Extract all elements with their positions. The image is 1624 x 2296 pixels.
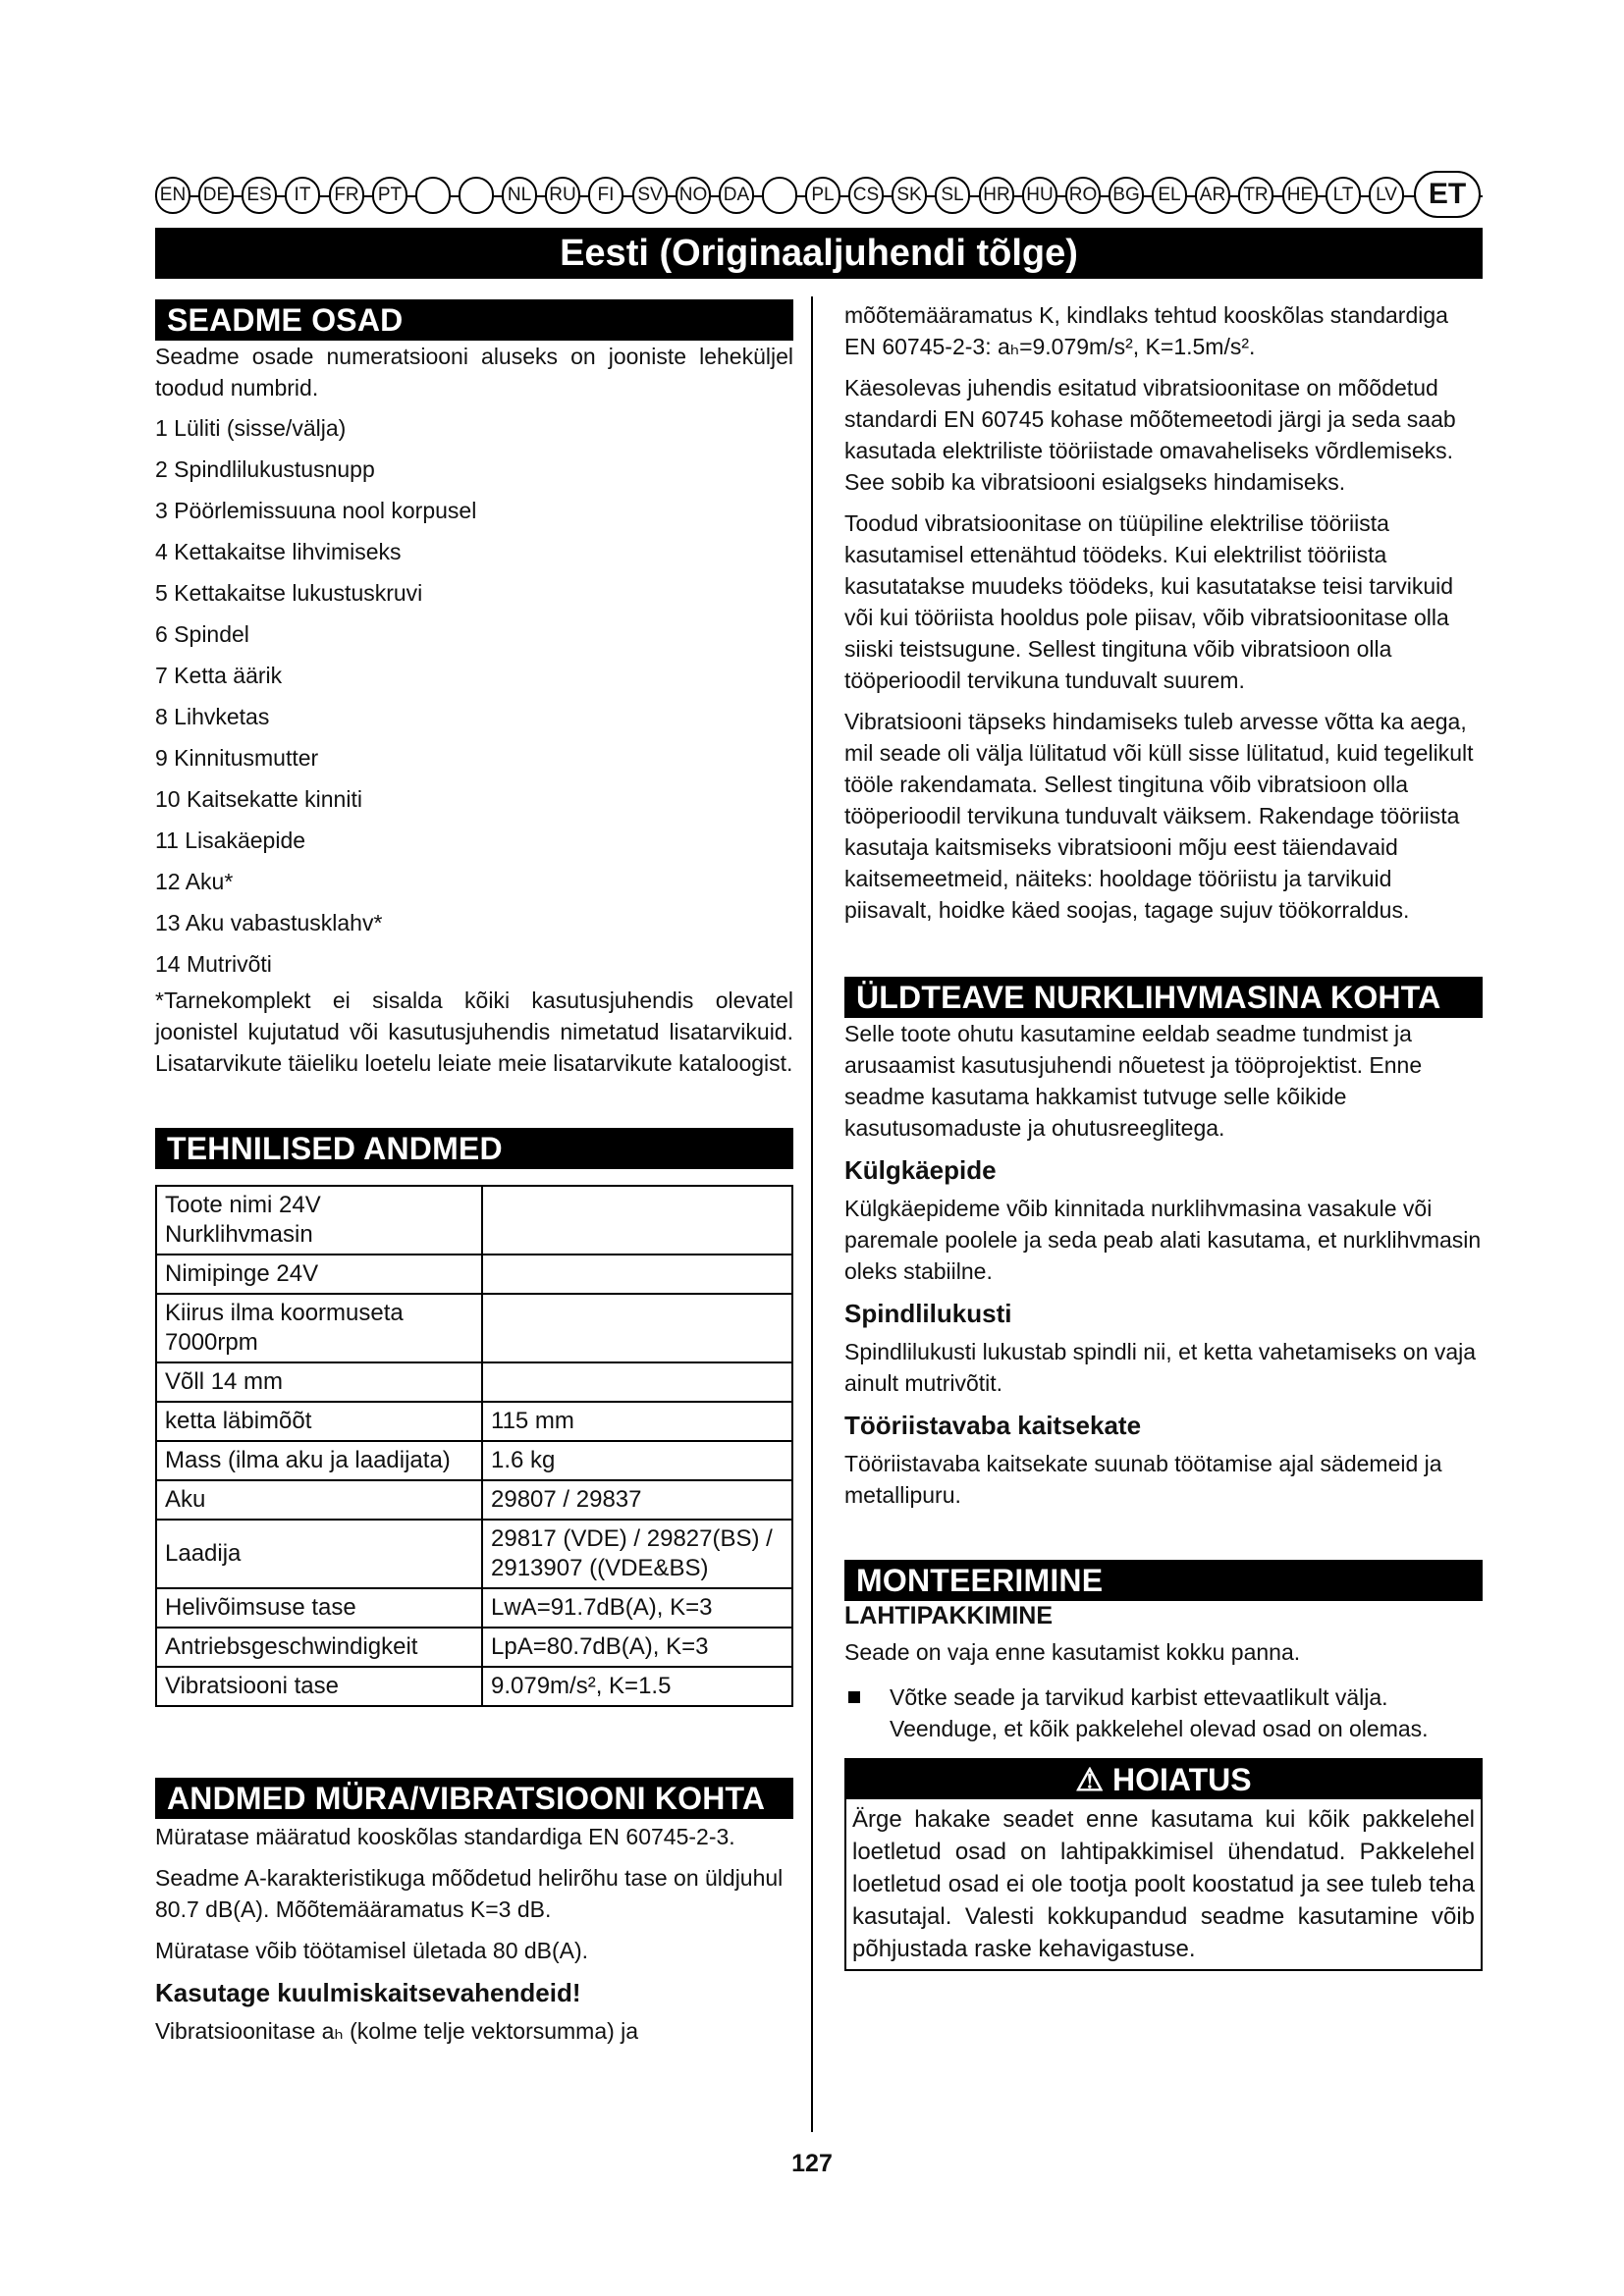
vibration-p4: Vibratsiooni täpseks hindamiseks tuleb arvesse võtta ka aega, mil seade oli välja lülitatud või küll sisse lülitatud, kuid tegelikult tööle rakendamata. Sellest tingituna võib vibratsioon olla tööperioodil tervikuna tunduvalt väiksem. Rakendage tööriista kasutaja kaitsmiseks vibratsiooni mõju eest täiendavaid kaitsemeetmeid, näiteks: hooldage tööriistu ja tarvikuid piisavalt, hoidke käed soojas, tagage sujuv töökorraldus.	[844, 709, 1474, 923]
spec-label: Helivõimsuse tase	[156, 1588, 482, 1628]
spec-label: Toote nimi 24V Nurklihvmasin	[156, 1186, 482, 1255]
seadme-osad-intro: Seadme osade numeratsiooni aluseks on jooniste leheküljel toodud numbrid.	[155, 344, 793, 400]
list-item: 7 Ketta äärik	[155, 663, 283, 688]
seadme-osad-heading: SEADME OSAD	[155, 299, 793, 341]
parts-note: *Tarnekomplekt ei sisalda kõiki kasutusjuhendis olevatel joonistel kujutatud või kasutusjuhendis nimetatud lisatarvikuid. Lisatarvikute täieliku loetelu leiate meie lisatarvikute kataloogist.	[155, 988, 793, 1076]
language-chip	[762, 177, 797, 214]
language-chip: CS	[848, 177, 884, 214]
table-row	[156, 1667, 792, 1706]
kulgkaepide-heading: Külgkäepide	[844, 1155, 997, 1185]
spec-label: Kiirus ilma koormuseta 7000rpm	[156, 1294, 482, 1362]
spindlilukusti-heading: Spindlilukusti	[844, 1299, 1012, 1328]
list-item: 13 Aku vabastusklahv*	[155, 910, 383, 935]
uldteave-p1: Selle toote ohutu kasutamine eeldab seadme tundmist ja arusaamist kasutusjuhendi nõuetest ja tööprojektist. Enne seadme kasutama hakkamist tutvuge selle kõikide kasutusomaduste ja ohutusreeglitega.	[844, 1021, 1423, 1141]
language-chip: DE	[198, 177, 234, 214]
spec-value: 29817 (VDE) / 29827(BS) / 2913907 ((VDE&BS)	[482, 1520, 792, 1588]
spec-value: 29807 / 29837	[482, 1480, 792, 1520]
tehnilised-andmed-heading: TEHNILISED ANDMED	[155, 1128, 793, 1169]
mura-p2: Seadme A-karakteristikuga mõõdetud helirõhu tase on üldjuhul 80.7 dB(A). Mõõtemääramatus K=3 dB.	[155, 1865, 784, 1922]
language-strip	[155, 175, 1483, 218]
warning-title: HOIATUS	[1111, 1762, 1252, 1797]
lahtipakkimine-heading: LAHTIPAKKIMINE	[844, 1602, 1054, 1629]
warning-text: Ärge hakake seadet enne kasutama kui kõik pakkelehel loetletud osad on lahtipakkimisel ühendatud. Pakkelehel loetletud osad ei ole tootja poolt koostatud ja see tuleb teha kasutajal. Valesti kokkupandud seadme kasutamine võib põhjustada raske kehavigastuse.	[852, 1806, 1475, 1962]
page-number: 127	[791, 2150, 833, 2177]
language-chip: NO	[676, 177, 711, 214]
kaitsekate-text: Tööriistavaba kaitsekate suunab töötamise ajal sädemeid ja metallipuru.	[844, 1451, 1442, 1508]
table-row	[156, 1255, 792, 1294]
mura-p1: Müratase määratud kooskõlas standardiga EN 60745-2-3.	[155, 1824, 735, 1849]
warning-header	[846, 1760, 1481, 1799]
language-chip: ES	[242, 177, 277, 214]
language-chip: HU	[1022, 177, 1057, 214]
page-title: Eesti (Originaaljuhendi tõlge)	[155, 228, 1483, 279]
vibration-p2: Käesolevas juhendis esitatud vibratsioonitase on mõõdetud standardi EN 60745 kohase mõõtemeetodi järgi ja seda saab kasutada elektriliste tööriistade omavaheliseks võrdlemiseks. See sobib ka vibratsiooni esialgseks hindamiseks.	[844, 375, 1456, 495]
spec-value	[482, 1255, 792, 1294]
list-item: 5 Kettakaitse lukustuskruvi	[155, 580, 423, 606]
language-chip: TR	[1238, 177, 1273, 214]
spec-value: LpA=80.7dB(A), K=3	[482, 1628, 792, 1667]
list-item: 11 Lisakäepide	[155, 828, 306, 853]
table-row	[156, 1294, 792, 1362]
spec-label: Antriebsgeschwindigkeit	[156, 1628, 482, 1667]
spec-value: 1.6 kg	[482, 1441, 792, 1480]
spec-label: Vibratsiooni tase	[156, 1667, 482, 1706]
spec-value	[482, 1294, 792, 1362]
right-column	[844, 299, 1483, 1971]
language-chip: PL	[805, 177, 840, 214]
list-item: 10 Kaitsekatte kinniti	[155, 786, 362, 812]
uldteave-heading: ÜLDTEAVE NURKLIHVMASINA KOHTA	[844, 977, 1483, 1018]
language-chip: LV	[1369, 177, 1404, 214]
spec-label: ketta läbimõõt	[156, 1402, 482, 1441]
table-row	[156, 1362, 792, 1402]
table-row	[156, 1588, 792, 1628]
unpack-bullet-text: Võtke seade ja tarvikud karbist ettevaatlikult välja. Veenduge, et kõik pakkelehel olevad osad on olemas.	[890, 1684, 1429, 1741]
list-item: 12 Aku*	[155, 869, 234, 894]
list-item: 4 Kettakaitse lihvimiseks	[155, 539, 402, 564]
list-item: 1 Lüliti (sisse/välja)	[155, 415, 347, 441]
left-column	[155, 299, 793, 2047]
language-chip: RU	[545, 177, 580, 214]
table-row	[156, 1186, 792, 1255]
list-item: 6 Spindel	[155, 621, 249, 647]
table-row	[156, 1480, 792, 1520]
table-row	[156, 1402, 792, 1441]
spec-table	[155, 1185, 793, 1707]
table-row	[156, 1520, 792, 1588]
warning-box	[844, 1758, 1483, 1971]
language-chip: LT	[1326, 177, 1361, 214]
mura-p3: Müratase võib töötamisel ületada 80 dB(A).	[155, 1938, 589, 1963]
language-chip: BG	[1109, 177, 1144, 214]
kulgkaepide-text: Külgkäepideme võib kinnitada nurklihvmasina vasakule või paremale poolele ja seda peab alati kasutama, et nurklihvmasin oleks stabiilne.	[844, 1196, 1482, 1284]
column-divider	[811, 296, 813, 2132]
list-item: 14 Mutrivõti	[155, 951, 272, 977]
language-chip: SL	[935, 177, 970, 214]
language-chip: RO	[1065, 177, 1101, 214]
language-chip	[415, 177, 451, 214]
spec-label: Aku	[156, 1480, 482, 1520]
list-item: 2 Spindlilukustusnupp	[155, 456, 375, 482]
language-chip: PT	[372, 177, 407, 214]
language-chip: DA	[719, 177, 754, 214]
list-item: 9 Kinnitusmutter	[155, 745, 319, 771]
table-row	[156, 1628, 792, 1667]
parts-list	[155, 407, 793, 985]
spec-value: LwA=91.7dB(A), K=3	[482, 1588, 792, 1628]
unpack-bullet	[844, 1682, 1483, 1744]
language-chip: NL	[502, 177, 537, 214]
language-chip: SK	[892, 177, 927, 214]
spindlilukusti-text: Spindlilukusti lukustab spindli nii, et ketta vahetamiseks on vaja ainult mutrivõtit.	[844, 1339, 1477, 1396]
hearing-protection-warning: Kasutage kuulmiskaitsevahendeid!	[155, 1978, 581, 2007]
mura-p4: Vibratsioonitase aₕ (kolme telje vektorsumma) ja	[155, 2018, 639, 2044]
spec-label: Nimipinge 24V	[156, 1255, 482, 1294]
monteerimine-heading: MONTEERIMINE	[844, 1560, 1483, 1601]
list-item: 8 Lihvketas	[155, 704, 270, 729]
spec-label: Võll 14 mm	[156, 1362, 482, 1402]
bullet-icon	[848, 1691, 860, 1703]
language-chip: EL	[1152, 177, 1187, 214]
mura-heading: ANDMED MÜRA/VIBRATSIOONI KOHTA	[155, 1778, 793, 1819]
language-chip: EN	[155, 177, 190, 214]
language-chip: HR	[979, 177, 1014, 214]
language-chip: AR	[1195, 177, 1230, 214]
spec-value: 9.079m/s², K=1.5	[482, 1667, 792, 1706]
spec-value: 115 mm	[482, 1402, 792, 1441]
table-row	[156, 1441, 792, 1480]
language-chip: FI	[588, 177, 623, 214]
spec-label: Mass (ilma aku ja laadijata)	[156, 1441, 482, 1480]
spec-value	[482, 1362, 792, 1402]
vibration-p1: mõõtemääramatus K, kindlaks tehtud kooskõlas standardiga EN 60745-2-3: aₕ=9.079m/s², K=1.5m/s².	[844, 302, 1448, 359]
list-item: 3 Pöörlemissuuna nool korpusel	[155, 498, 477, 523]
kaitsekate-heading: Tööriistavaba kaitsekate	[844, 1411, 1142, 1440]
language-chip: IT	[285, 177, 320, 214]
warning-icon: ⚠	[1075, 1762, 1105, 1797]
spec-label: Laadija	[156, 1520, 482, 1588]
language-chip	[459, 177, 494, 214]
language-chip: SV	[632, 177, 668, 214]
monteerimine-p1: Seade on vaja enne kasutamist kokku panna.	[844, 1639, 1301, 1665]
language-chip: ET	[1414, 171, 1481, 218]
spec-value	[482, 1186, 792, 1255]
vibration-p3: Toodud vibratsioonitase on tüüpiline elektrilise tööriista kasutamisel ettenähtud töödeks. Kui elektrilist tööriista kasutatakse muudeks töödeks, kui kasutatakse teisi tarvikuid või kui tööriista hooldus pole piisav, võib vibratsioonitase olla siiski teistsugune. Sellest tingituna võib vibratsioon olla tööperioodil tervikuna tunduvalt suurem.	[844, 510, 1454, 693]
language-chip: FR	[329, 177, 364, 214]
language-chip: HE	[1282, 177, 1318, 214]
